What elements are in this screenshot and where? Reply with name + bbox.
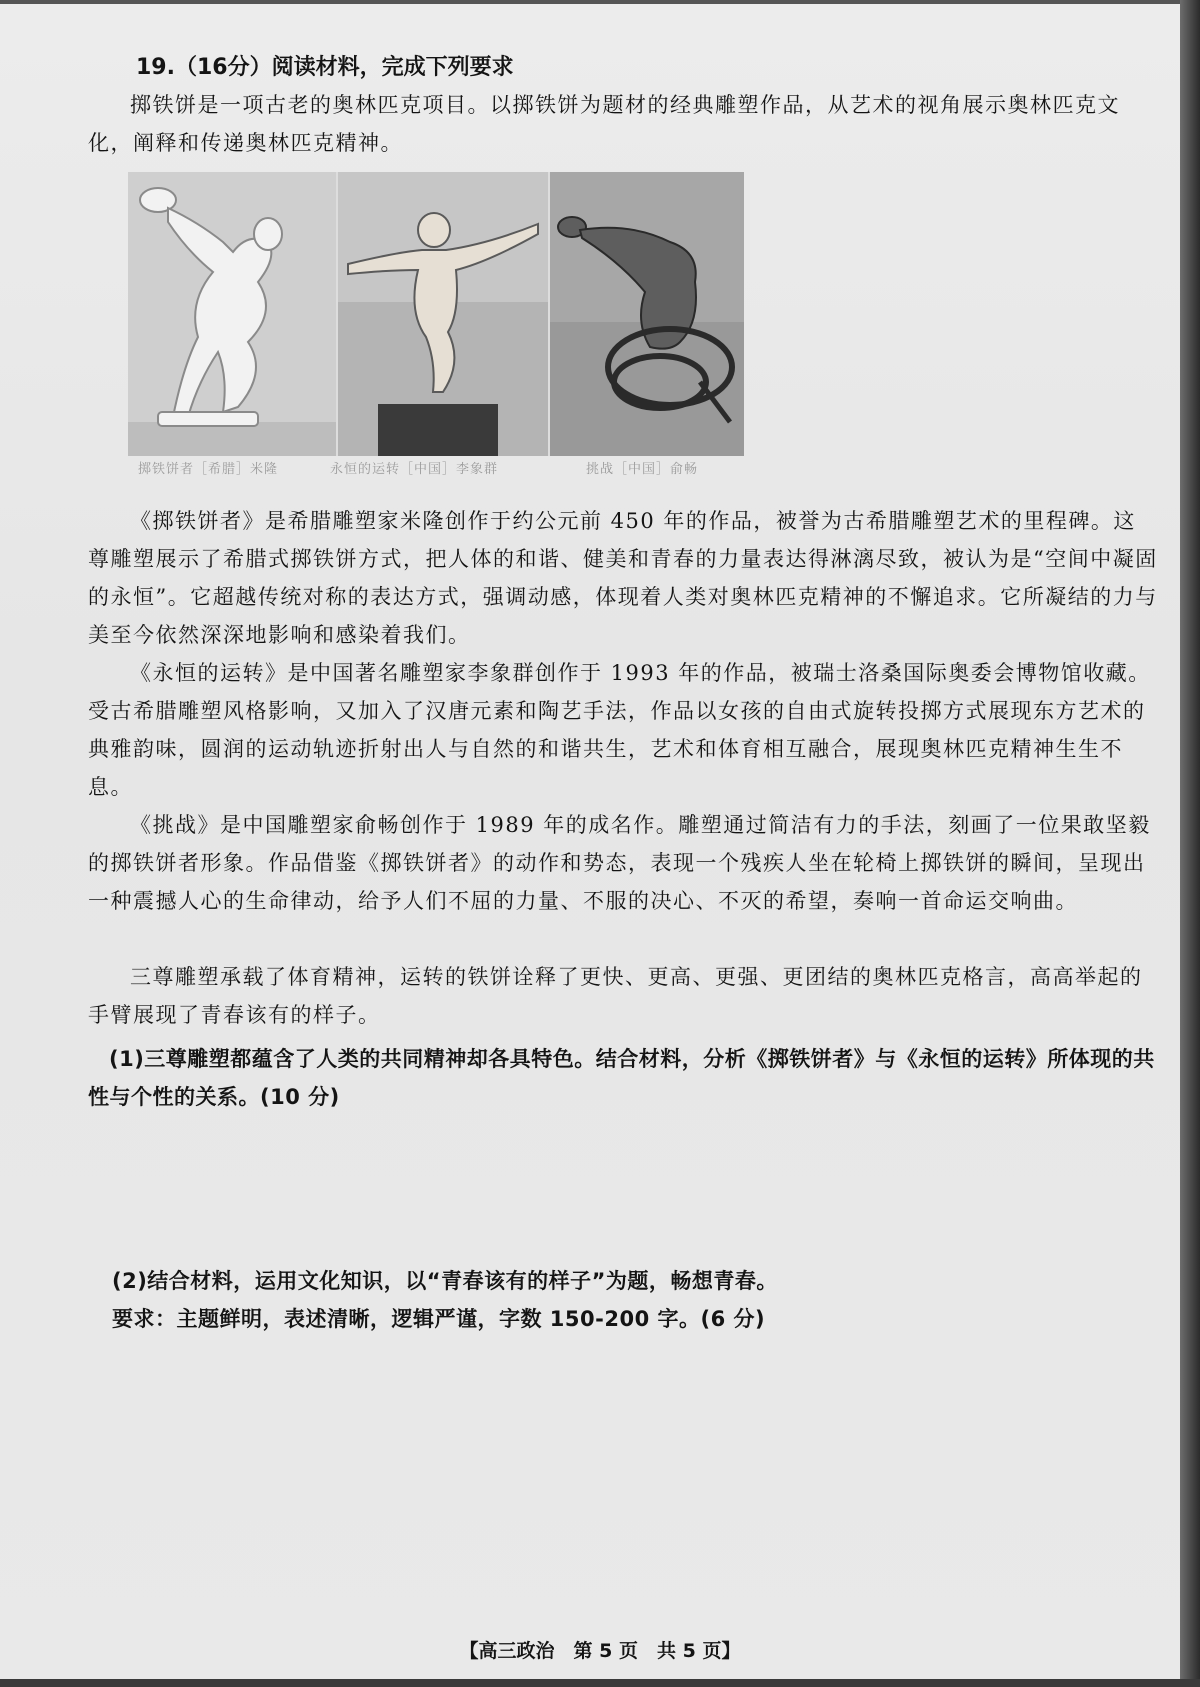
paragraph-eternal-rotation: 《永恒的运转》是中国著名雕塑家李象群创作于 1993 年的作品，被瑞士洛桑国际奥委会博物馆收藏。受古希腊雕塑风格影响，又加入了汉唐元素和陶艺手法，作品以女孩的自由式旋转投掷方式展现东方艺术的典雅韵味，圆润的运动轨迹折射出人与自然的和谐共生，艺术和体育相互融合，展现奥林匹克精神生生不息。 <box>88 661 1151 799</box>
subquestion-2: (2)结合材料，运用文化知识，以“青春该有的样子”为题，畅想青春。 <box>112 1269 778 1293</box>
caption-challenge: 挑战［中国］俞畅 <box>586 462 699 477</box>
scan-edge-bottom <box>0 1679 1200 1687</box>
paragraph-discobolus: 《掷铁饼者》是希腊雕塑家米隆创作于约公元前 450 年的作品，被誉为古希腊雕塑艺术的里程碑。这尊雕塑展示了希腊式掷铁饼方式，把人体的和谐、健美和青春的力量表达得淋漓尽致，被认为是“空间中凝固的永恒”。它超越传统对称的表达方式，强调动感，体现着人类对奥林匹克精神的不懈追求。它所凝结的力与美至今依然深深地影响和感染着我们。 <box>88 509 1158 647</box>
page-footer: 【高三政治 第 5 页 共 5 页】 <box>459 1640 741 1662</box>
caption-discobolus: 掷铁饼者［希腊］米隆 <box>138 462 279 477</box>
paragraph-challenge: 《挑战》是中国雕塑家俞畅创作于 1989 年的成名作。雕塑通过简洁有力的手法，刻画了一位果敢坚毅的掷铁饼者形象。作品借鉴《掷铁饼者》的动作和势态，表现一个残疾人坐在轮椅上掷铁饼的瞬间，呈现出一种震撼人心的生命律动，给予人们不屈的力量、不服的决心、不灭的希望，奏响一首命运交响曲。 <box>88 813 1151 913</box>
question-intro: 掷铁饼是一项古老的奥林匹克项目。以掷铁饼为题材的经典雕塑作品，从艺术的视角展示奥林匹克文化，阐释和传递奥林匹克精神。 <box>88 93 1120 155</box>
scan-edge-top <box>0 0 1200 4</box>
caption-eternal-rotation: 永恒的运转［中国］李象群 <box>330 462 499 477</box>
discobolus-photo <box>128 172 336 456</box>
paragraph-summary: 三尊雕塑承载了体育精神，运转的铁饼诠释了更快、更高、更强、更团结的奥林匹克格言，高高举起的手臂展现了青春该有的样子。 <box>88 965 1143 1027</box>
challenge-photo <box>550 172 744 456</box>
subquestion-1: (1)三尊雕塑都蕴含了人类的共同精神却各具特色。结合材料，分析《掷铁饼者》与《永恒的运转》所体现的共性与个性的关系。(10 分) <box>88 1047 1155 1109</box>
eternal-rotation-photo <box>338 172 548 456</box>
subquestion-2-requirements: 要求：主题鲜明，表述清晰，逻辑严谨，字数 150-200 字。(6 分) <box>112 1307 766 1331</box>
question-title: 19.（16分）阅读材料，完成下列要求 <box>136 55 514 80</box>
scan-edge-right <box>1180 0 1200 1687</box>
sculpture-photos <box>128 172 744 456</box>
